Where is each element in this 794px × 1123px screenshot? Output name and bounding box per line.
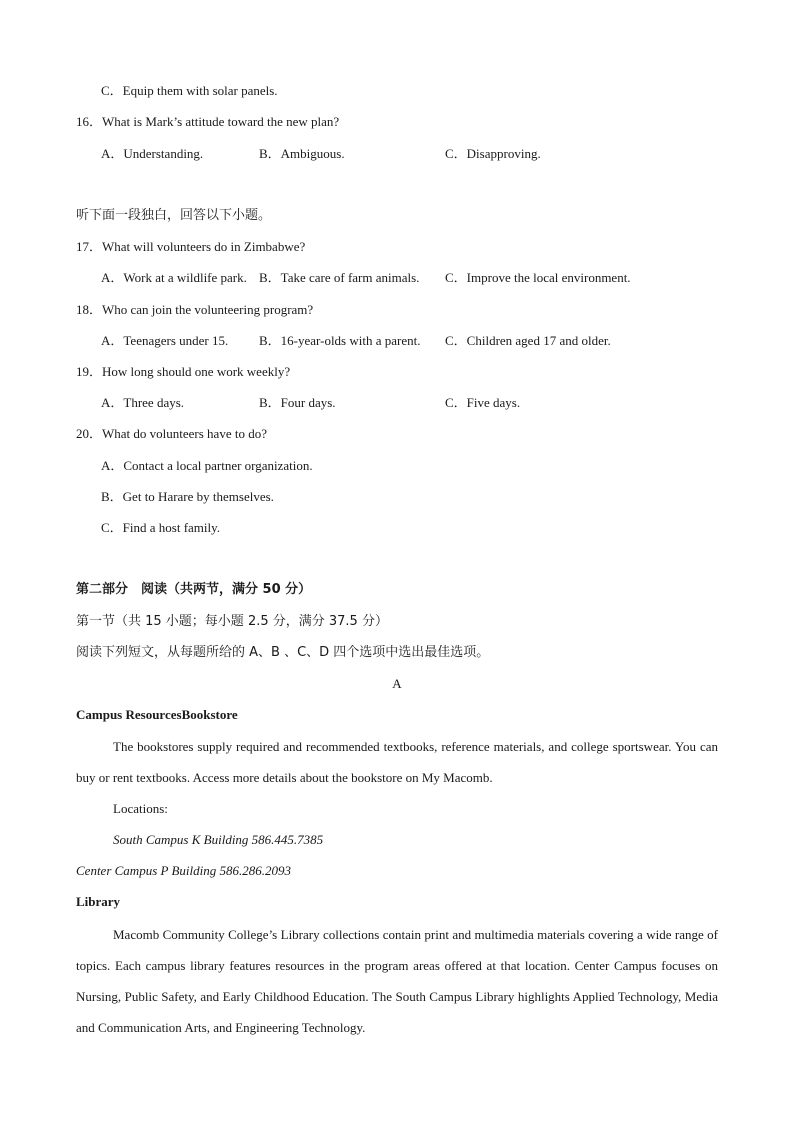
q19-option-a: A．Three days.: [101, 395, 185, 410]
q16-option-a: A．Understanding.: [101, 146, 204, 161]
q17-option-a: A．Work at a wildlife park.: [101, 270, 247, 285]
locations-label: Locations:: [113, 801, 168, 816]
location-center-campus: Center Campus P Building 586.286.2093: [76, 863, 291, 878]
q18-option-a: A．Teenagers under 15.: [101, 333, 229, 348]
reading-instructions: 阅读下列短文，从每题所给的 A、B 、C、D 四个选项中选出最佳选项。: [76, 645, 490, 660]
bookstore-heading: Campus ResourcesBookstore: [76, 707, 238, 722]
section-one-title: 第一节（共 15 小题；每小题 2.5 分，满分 37.5 分）: [76, 614, 388, 629]
q17-stem: 17．What will volunteers do in Zimbabwe?: [76, 239, 306, 254]
q18-option-c: C．Children aged 17 and older.: [445, 333, 611, 348]
q16-option-c: C．Disapproving.: [445, 146, 541, 161]
q18-stem: 18．Who can join the volunteering program?: [76, 302, 314, 317]
part-two-title: 第二部分 阅读（共两节，满分 50 分）: [76, 582, 312, 597]
q17-option-c: C．Improve the local environment.: [445, 270, 631, 285]
q18-option-b: B．16-year-olds with a parent.: [259, 333, 421, 348]
q16-option-b: B．Ambiguous.: [259, 146, 345, 161]
location-south-campus: South Campus K Building 586.445.7385: [113, 832, 324, 847]
q19-stem: 19．How long should one work weekly?: [76, 364, 291, 379]
passage-letter: A: [392, 676, 402, 691]
library-paragraph: Macomb Community College’s Library collections contain print and multimedia materials covering a wide range of topics. Each campus library features resources in the program areas offered at that location. Center Campus focuses on Nursing, Public Safety, and Early Childhood Education. The South Campus Library highlights Applied Technology, Media and Communication Arts, and Engineering Technology.: [76, 927, 718, 1035]
q19-option-b: B．Four days.: [259, 395, 336, 410]
q20-option-c: C．Find a host family.: [101, 520, 221, 535]
q16-stem: 16．What is Mark’s attitude toward the new plan?: [76, 114, 340, 129]
q19-option-c: C．Five days.: [445, 395, 521, 410]
q20-stem: 20．What do volunteers have to do?: [76, 426, 267, 441]
monologue-intro: 听下面一段独白，回答以下小题。: [76, 208, 272, 223]
q20-option-b: B．Get to Harare by themselves.: [101, 489, 274, 504]
q15-option-c: C．Equip them with solar panels.: [101, 83, 278, 98]
q20-option-a: A．Contact a local partner organization.: [101, 458, 313, 473]
bookstore-paragraph: The bookstores supply required and recommended textbooks, reference materials, and college sportswear. You can buy or rent textbooks. Access more details about the bookstore on My Macomb.: [76, 739, 718, 785]
library-heading: Library: [76, 894, 121, 909]
q17-option-b: B．Take care of farm animals.: [259, 270, 420, 285]
